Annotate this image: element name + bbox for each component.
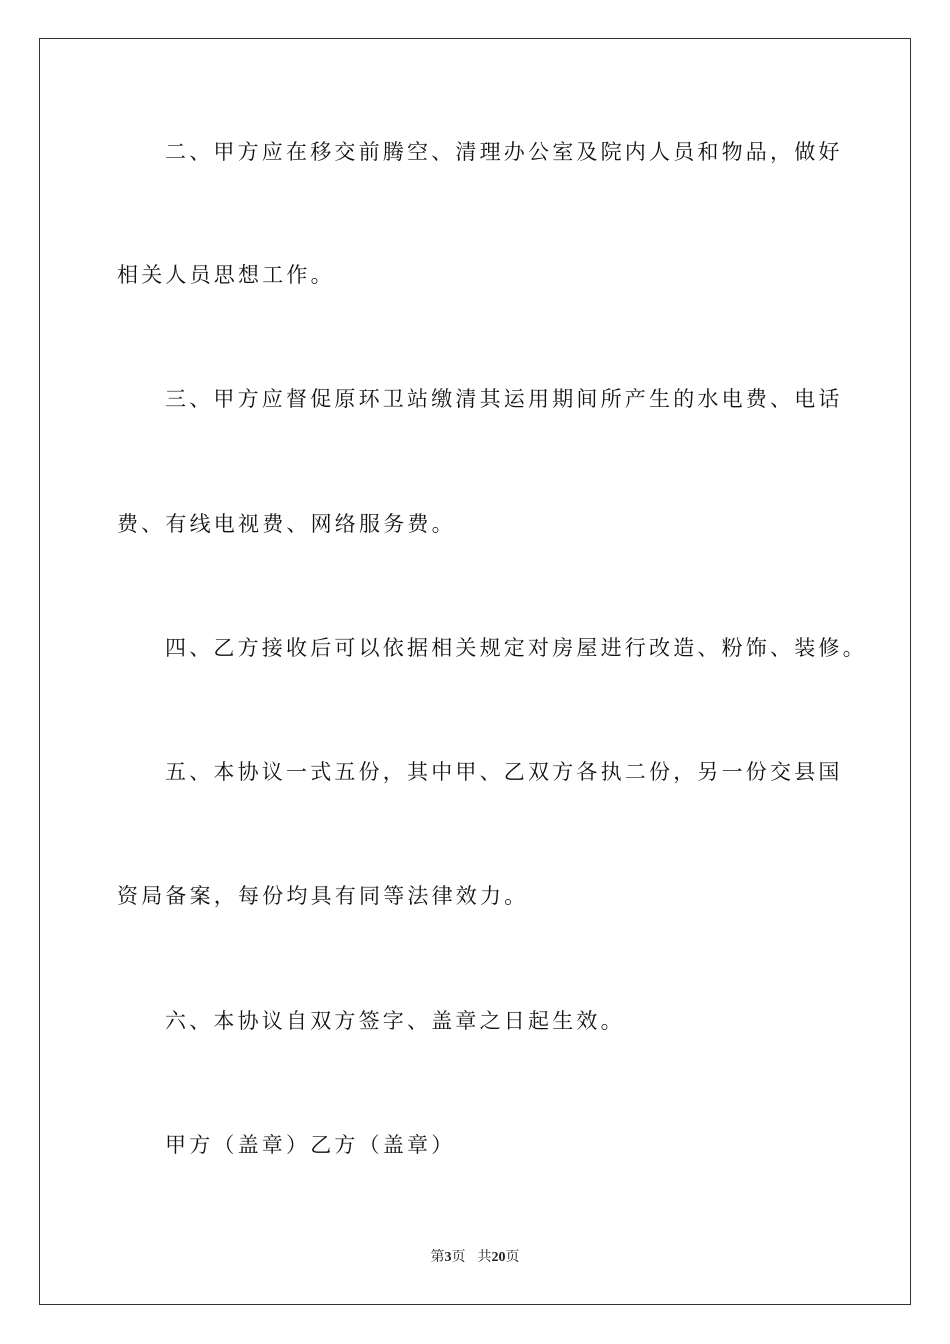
footer-total-suffix: 页 <box>505 1250 520 1265</box>
footer-page-prefix: 第 <box>430 1250 445 1265</box>
paragraph-3-line-2: 费、有线电视费、网络服务费。 <box>117 512 456 536</box>
signature-line: 甲方（盖章）乙方（盖章） <box>165 1133 456 1157</box>
paragraph-4-line-1: 四、乙方接收后可以依据相关规定对房屋进行改造、粉饰、装修。 <box>165 636 867 660</box>
footer-page-suffix: 页 <box>451 1250 466 1265</box>
paragraph-5-line-2: 资局备案，每份均具有同等法律效力。 <box>117 884 529 908</box>
footer-total-pages: 20 <box>491 1250 506 1265</box>
paragraph-2-line-1: 二、甲方应在移交前腾空、清理办公室及院内人员和物品，做好 <box>165 140 843 164</box>
paragraph-3-line-1: 三、甲方应督促原环卫站缴清其运用期间所产生的水电费、电话 <box>165 387 843 411</box>
paragraph-6-line-1: 六、本协议自双方签字、盖章之日起生效。 <box>165 1009 625 1033</box>
footer-total-prefix: 共 <box>477 1250 492 1265</box>
paragraph-2-line-2: 相关人员思想工作。 <box>117 263 335 287</box>
paragraph-5-line-1: 五、本协议一式五份，其中甲、乙双方各执二份，另一份交县国 <box>165 760 843 784</box>
footer-page-number: 3 <box>444 1250 452 1265</box>
page-border <box>39 38 911 1305</box>
page-footer <box>0 1249 950 1267</box>
